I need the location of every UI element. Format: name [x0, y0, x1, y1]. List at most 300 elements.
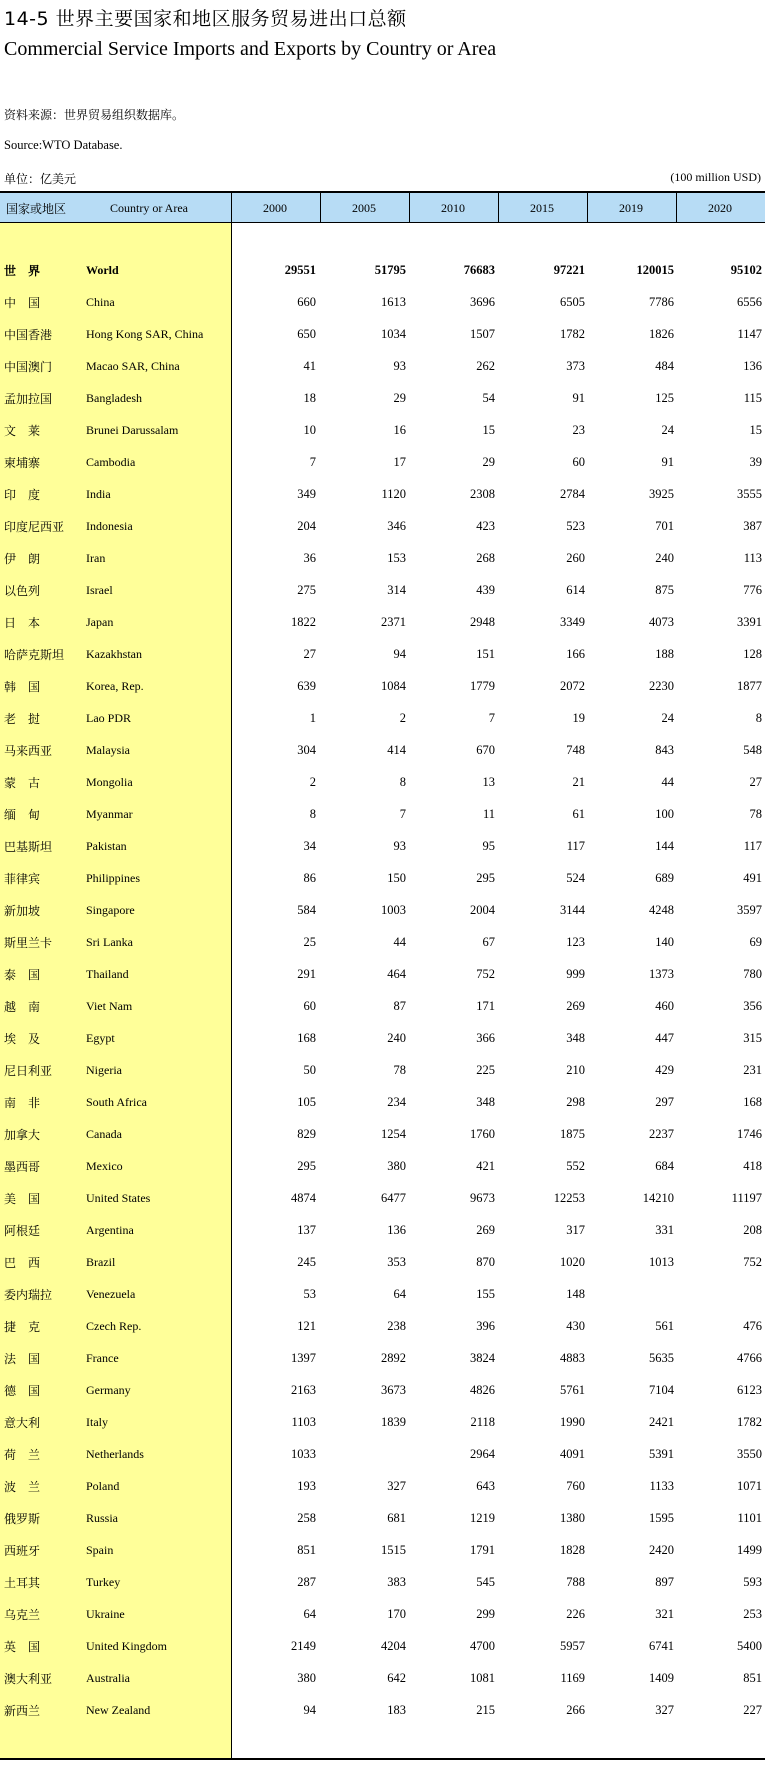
value-cell-2005: 383: [387, 1575, 406, 1589]
value-cell-2010: 15: [482, 423, 495, 437]
country-name-en: Czech Rep.: [86, 1319, 142, 1333]
country-name-cn: 孟加拉国: [4, 392, 53, 406]
value-cell-2005: 3673: [381, 1383, 406, 1397]
country-name-en: Cambodia: [86, 455, 136, 469]
country-name-cn: 印 度: [4, 488, 41, 502]
value-cell-2020: 3391: [737, 615, 762, 629]
country-name-cn: 老 挝: [4, 712, 41, 726]
country-name-en: Indonesia: [86, 519, 133, 533]
value-cell-2000: 639: [297, 679, 316, 693]
country-name-cn: 马来西亚: [4, 744, 53, 758]
value-cell-2020: 1101: [737, 1511, 762, 1525]
value-cell-2015: 999: [566, 967, 585, 981]
country-name-en: Japan: [86, 615, 114, 629]
country-name-en: Viet Nam: [86, 999, 133, 1013]
country-name-en: Argentina: [86, 1223, 134, 1237]
value-cell-2019: 689: [655, 871, 674, 885]
value-cell-2019: 321: [655, 1607, 674, 1621]
value-cell-2010: 1760: [470, 1127, 495, 1141]
value-cell-2015: 1990: [560, 1415, 585, 1429]
value-cell-2020: 491: [743, 871, 762, 885]
value-cell-2000: 2: [309, 775, 316, 789]
country-name-en: Australia: [86, 1671, 130, 1685]
value-cell-2000: 25: [303, 935, 316, 949]
value-cell-2015: 4883: [560, 1351, 585, 1365]
value-cell-2005: 170: [387, 1607, 406, 1621]
value-cell-2010: 545: [476, 1575, 495, 1589]
value-cell-2005: 183: [387, 1703, 406, 1717]
value-cell-2010: 95: [482, 839, 495, 853]
value-cell-2020: 418: [743, 1159, 762, 1173]
table-row: [0, 958, 765, 990]
table-row: [0, 574, 765, 606]
value-cell-2005: 2371: [381, 615, 406, 629]
country-name-en: Canada: [86, 1127, 122, 1141]
country-name-cn: 意大利: [4, 1416, 41, 1430]
value-cell-2010: 155: [476, 1287, 495, 1301]
value-cell-2020: 136: [743, 359, 762, 373]
value-cell-2020: 752: [743, 1255, 762, 1269]
value-cell-2015: 19: [572, 711, 585, 725]
value-cell-2015: 1169: [560, 1671, 585, 1685]
country-name-en: France: [86, 1351, 119, 1365]
value-cell-2019: 125: [655, 391, 674, 405]
country-name-en: Thailand: [86, 967, 129, 981]
country-name-cn: 韩 国: [4, 680, 41, 694]
value-cell-2000: 245: [297, 1255, 316, 1269]
value-cell-2000: 7: [309, 455, 316, 469]
country-name-cn: 文 莱: [4, 424, 41, 438]
country-name-en: Kazakhstan: [86, 647, 142, 661]
value-cell-2005: 327: [387, 1479, 406, 1493]
value-cell-2020: 1746: [737, 1127, 762, 1141]
country-name-cn: 印度尼西亚: [4, 520, 65, 534]
value-cell-2015: 1020: [560, 1255, 585, 1269]
country-name-en: Sri Lanka: [86, 935, 133, 949]
table-row: [0, 1374, 765, 1406]
value-cell-2020: 548: [743, 743, 762, 757]
value-cell-2010: 299: [476, 1607, 495, 1621]
value-cell-2019: 331: [655, 1223, 674, 1237]
value-cell-2019: 484: [655, 359, 674, 373]
table-row: [0, 382, 765, 414]
value-cell-2020: 39: [749, 455, 762, 469]
value-cell-2015: 21: [572, 775, 585, 789]
table-row: [0, 638, 765, 670]
value-cell-2000: 295: [297, 1159, 316, 1173]
value-cell-2000: 29551: [284, 263, 316, 277]
value-cell-2020: 6556: [737, 295, 762, 309]
country-name-cn: 捷 克: [4, 1320, 41, 1334]
value-cell-2010: 2004: [470, 903, 495, 917]
value-cell-2005: 78: [393, 1063, 406, 1077]
value-cell-2005: 681: [387, 1511, 406, 1525]
value-cell-2000: 27: [303, 647, 316, 661]
table-row: [0, 1246, 765, 1278]
value-cell-2000: 584: [297, 903, 316, 917]
value-cell-2019: 684: [655, 1159, 674, 1173]
table-row: [0, 702, 765, 734]
country-name-en: China: [86, 295, 115, 309]
value-cell-2015: 348: [566, 1031, 585, 1045]
value-cell-2000: 204: [297, 519, 316, 533]
table-row: [0, 1118, 765, 1150]
value-cell-2019: 843: [655, 743, 674, 757]
country-name-cn: 世 界: [4, 264, 41, 278]
value-cell-2019: 2420: [649, 1543, 674, 1557]
value-cell-2015: 6505: [560, 295, 585, 309]
value-cell-2005: 93: [393, 359, 406, 373]
table-row: [0, 926, 765, 958]
country-name-en: Nigeria: [86, 1063, 122, 1077]
value-cell-2000: 287: [297, 1575, 316, 1589]
country-name-cn: 新西兰: [4, 1704, 41, 1718]
value-cell-2005: 1120: [381, 487, 406, 501]
value-cell-2005: 87: [393, 999, 406, 1013]
country-name-en: Mongolia: [86, 775, 133, 789]
value-cell-2005: 51795: [374, 263, 406, 277]
country-name-en: United States: [86, 1191, 151, 1205]
country-name-en: Venezuela: [86, 1287, 136, 1301]
country-name-cn: 澳大利亚: [4, 1672, 53, 1686]
value-cell-2010: 215: [476, 1703, 495, 1717]
value-cell-2005: 1839: [381, 1415, 406, 1429]
value-cell-2019: 120015: [636, 263, 674, 277]
value-cell-2020: 4766: [737, 1351, 762, 1365]
value-cell-2010: 396: [476, 1319, 495, 1333]
country-name-cn: 尼日利亚: [4, 1064, 53, 1078]
value-cell-2015: 1782: [560, 327, 585, 341]
value-cell-2005: 1003: [381, 903, 406, 917]
value-cell-2019: 1409: [649, 1671, 674, 1685]
country-name-en: Philippines: [86, 871, 141, 885]
value-cell-2000: 275: [297, 583, 316, 597]
value-cell-2015: 123: [566, 935, 585, 949]
country-name-cn: 柬埔寨: [4, 456, 41, 470]
table-row: [0, 1566, 765, 1598]
value-cell-2019: 5391: [649, 1447, 674, 1461]
country-name-cn: 美 国: [4, 1192, 41, 1206]
table-row: [0, 1662, 765, 1694]
value-cell-2000: 1103: [291, 1415, 316, 1429]
country-name-cn: 加拿大: [4, 1128, 41, 1142]
value-cell-2019: 327: [655, 1703, 674, 1717]
table-row: [0, 350, 765, 382]
value-cell-2019: 297: [655, 1095, 674, 1109]
value-cell-2019: 24: [661, 711, 674, 725]
value-cell-2010: 4700: [470, 1639, 495, 1653]
table-row: [0, 478, 765, 510]
country-name-en: Myanmar: [86, 807, 133, 821]
value-cell-2019: 1595: [649, 1511, 674, 1525]
table-row: [0, 1406, 765, 1438]
value-cell-2015: 60: [572, 455, 585, 469]
country-name-cn: 缅 甸: [4, 808, 41, 822]
value-cell-2015: 552: [566, 1159, 585, 1173]
value-cell-2010: 151: [476, 647, 495, 661]
value-cell-2010: 2118: [470, 1415, 495, 1429]
value-cell-2000: 105: [297, 1095, 316, 1109]
value-cell-2010: 13: [482, 775, 495, 789]
country-name-cn: 英 国: [4, 1640, 41, 1654]
value-cell-2000: 1397: [291, 1351, 316, 1365]
value-cell-2020: 476: [743, 1319, 762, 1333]
header-divider: [231, 192, 232, 222]
value-cell-2000: 660: [297, 295, 316, 309]
value-cell-2020: 1071: [737, 1479, 762, 1493]
value-cell-2020: 3555: [737, 487, 762, 501]
value-cell-2005: 17: [393, 455, 406, 469]
value-cell-2019: 875: [655, 583, 674, 597]
country-name-en: Bangladesh: [86, 391, 142, 405]
value-cell-2020: 1499: [737, 1543, 762, 1557]
value-cell-2020: 113: [743, 551, 762, 565]
value-cell-2000: 36: [303, 551, 316, 565]
header-year-4: 2019: [619, 201, 643, 215]
country-name-cn: 法 国: [4, 1352, 41, 1366]
value-cell-2019: 2421: [649, 1415, 674, 1429]
value-cell-2000: 18: [303, 391, 316, 405]
country-name-en: Singapore: [86, 903, 135, 917]
table-row: [0, 414, 765, 446]
unit-label-en: (100 million USD): [670, 170, 761, 184]
value-cell-2010: 171: [476, 999, 495, 1013]
value-cell-2015: 5761: [560, 1383, 585, 1397]
value-cell-2000: 304: [297, 743, 316, 757]
value-cell-2000: 851: [297, 1543, 316, 1557]
table-row: [0, 798, 765, 830]
value-cell-2019: 2230: [649, 679, 674, 693]
value-cell-2010: 2948: [470, 615, 495, 629]
value-cell-2019: 5635: [649, 1351, 674, 1365]
value-cell-2015: 373: [566, 359, 585, 373]
table-row: [0, 1534, 765, 1566]
value-cell-2010: 1219: [470, 1511, 495, 1525]
table-row: [0, 1214, 765, 1246]
value-cell-2000: 193: [297, 1479, 316, 1493]
table-top-rule: [0, 191, 765, 193]
page-title-en: Commercial Service Imports and Exports by Country or Area: [4, 38, 497, 60]
value-cell-2005: 353: [387, 1255, 406, 1269]
value-cell-2005: 4204: [381, 1639, 406, 1653]
value-cell-2019: 100: [655, 807, 674, 821]
value-cell-2000: 829: [297, 1127, 316, 1141]
country-name-en: Malaysia: [86, 743, 130, 757]
value-cell-2005: 346: [387, 519, 406, 533]
country-name-cn: 中 国: [4, 296, 41, 310]
table-row: [0, 254, 765, 286]
value-cell-2005: 240: [387, 1031, 406, 1045]
source-note-cn: 资料来源：世界贸易组织数据库。: [4, 108, 185, 122]
value-cell-2000: 137: [297, 1223, 316, 1237]
country-name-cn: 德 国: [4, 1384, 41, 1398]
value-cell-2015: 614: [566, 583, 585, 597]
value-cell-2015: 12253: [553, 1191, 585, 1205]
value-cell-2019: 6741: [649, 1639, 674, 1653]
value-cell-2010: 7: [488, 711, 495, 725]
value-cell-2010: 11: [482, 807, 495, 821]
value-cell-2000: 8: [309, 807, 316, 821]
country-name-en: Brazil: [86, 1255, 116, 1269]
value-cell-2019: 1013: [649, 1255, 674, 1269]
value-cell-2010: 870: [476, 1255, 495, 1269]
value-cell-2015: 317: [566, 1223, 585, 1237]
value-cell-2005: 153: [387, 551, 406, 565]
value-cell-2020: 3597: [737, 903, 762, 917]
value-cell-2015: 1828: [560, 1543, 585, 1557]
country-name-cn: 哈萨克斯坦: [4, 648, 65, 662]
value-cell-2015: 430: [566, 1319, 585, 1333]
value-cell-2019: 140: [655, 935, 674, 949]
value-cell-2010: 366: [476, 1031, 495, 1045]
value-cell-2020: 776: [743, 583, 762, 597]
value-cell-2019: 429: [655, 1063, 674, 1077]
value-cell-2010: 2964: [470, 1447, 495, 1461]
value-cell-2010: 76683: [463, 263, 495, 277]
country-name-en: Iran: [86, 551, 106, 565]
value-cell-2019: 91: [661, 455, 674, 469]
value-cell-2005: 2892: [381, 1351, 406, 1365]
value-cell-2005: 642: [387, 1671, 406, 1685]
country-name-cn: 巴基斯坦: [4, 840, 53, 854]
country-name-cn: 泰 国: [4, 968, 41, 982]
country-name-cn: 土耳其: [4, 1576, 41, 1590]
value-cell-2019: 460: [655, 999, 674, 1013]
country-name-en: World: [86, 263, 119, 277]
value-cell-2019: 188: [655, 647, 674, 661]
header-year-5: 2020: [708, 201, 732, 215]
value-cell-2015: 226: [566, 1607, 585, 1621]
value-cell-2005: 6477: [381, 1191, 406, 1205]
value-cell-2015: 524: [566, 871, 585, 885]
unit-label-cn: 单位：亿美元: [4, 172, 77, 186]
table-row: [0, 670, 765, 702]
country-name-cn: 伊 朗: [4, 552, 41, 566]
value-cell-2020: 231: [743, 1063, 762, 1077]
header-divider: [409, 192, 410, 222]
value-cell-2019: 7786: [649, 295, 674, 309]
table-row: [0, 1086, 765, 1118]
country-name-en: Italy: [86, 1415, 108, 1429]
value-cell-2000: 53: [303, 1287, 316, 1301]
value-cell-2015: 148: [566, 1287, 585, 1301]
value-cell-2010: 1791: [470, 1543, 495, 1557]
country-name-cn: 俄罗斯: [4, 1512, 41, 1526]
table-row: [0, 510, 765, 542]
value-cell-2020: 851: [743, 1671, 762, 1685]
value-cell-2000: 258: [297, 1511, 316, 1525]
value-cell-2010: 295: [476, 871, 495, 885]
value-cell-2019: 7104: [649, 1383, 674, 1397]
country-name-cn: 以色列: [4, 584, 41, 598]
value-cell-2010: 348: [476, 1095, 495, 1109]
value-cell-2005: 44: [393, 935, 406, 949]
value-cell-2005: 414: [387, 743, 406, 757]
value-cell-2020: 315: [743, 1031, 762, 1045]
value-cell-2015: 5957: [560, 1639, 585, 1653]
value-cell-2010: 1779: [470, 679, 495, 693]
value-cell-2019: 4248: [649, 903, 674, 917]
value-cell-2000: 60: [303, 999, 316, 1013]
source-note-en: Source:WTO Database.: [4, 138, 123, 152]
value-cell-2019: 2237: [649, 1127, 674, 1141]
value-cell-2005: 234: [387, 1095, 406, 1109]
value-cell-2015: 3144: [560, 903, 585, 917]
country-name-en: Hong Kong SAR, China: [86, 327, 204, 341]
header-year-2: 2010: [441, 201, 465, 215]
table-row: [0, 1054, 765, 1086]
header-divider: [498, 192, 499, 222]
table-row: [0, 1278, 765, 1310]
value-cell-2010: 4826: [470, 1383, 495, 1397]
value-cell-2020: 8: [755, 711, 762, 725]
table-row: [0, 894, 765, 926]
value-cell-2020: 117: [743, 839, 762, 853]
country-name-cn: 南 非: [4, 1096, 41, 1110]
value-cell-2010: 643: [476, 1479, 495, 1493]
value-cell-2020: 253: [743, 1607, 762, 1621]
country-name-en: United Kingdom: [86, 1639, 167, 1653]
value-cell-2010: 421: [476, 1159, 495, 1173]
header-bottom-rule: [0, 222, 765, 223]
country-name-cn: 越 南: [4, 1000, 41, 1014]
value-cell-2019: 24: [661, 423, 674, 437]
value-cell-2005: 2: [399, 711, 406, 725]
value-cell-2020: 128: [743, 647, 762, 661]
value-cell-2019: 561: [655, 1319, 674, 1333]
value-cell-2000: 34: [303, 839, 316, 853]
value-cell-2020: 1782: [737, 1415, 762, 1429]
value-cell-2010: 2308: [470, 487, 495, 501]
value-cell-2020: 3550: [737, 1447, 762, 1461]
value-cell-2010: 439: [476, 583, 495, 597]
table-row: [0, 446, 765, 478]
value-cell-2015: 61: [572, 807, 585, 821]
country-name-en: New Zealand: [86, 1703, 151, 1717]
country-name-cn: 乌克兰: [4, 1608, 41, 1622]
value-cell-2015: 97221: [553, 263, 585, 277]
value-cell-2005: 1515: [381, 1543, 406, 1557]
value-cell-2000: 291: [297, 967, 316, 981]
value-cell-2019: 1373: [649, 967, 674, 981]
value-cell-2000: 349: [297, 487, 316, 501]
value-cell-2005: 380: [387, 1159, 406, 1173]
value-cell-2019: 240: [655, 551, 674, 565]
table-row: [0, 734, 765, 766]
header-country-en: Country or Area: [110, 201, 188, 215]
value-cell-2015: 260: [566, 551, 585, 565]
table-row: [0, 1694, 765, 1726]
table-row: [0, 1502, 765, 1534]
value-cell-2000: 2163: [291, 1383, 316, 1397]
value-cell-2010: 752: [476, 967, 495, 981]
value-cell-2005: 8: [399, 775, 406, 789]
value-cell-2020: 27: [749, 775, 762, 789]
value-cell-2005: 7: [399, 807, 406, 821]
value-cell-2015: 523: [566, 519, 585, 533]
value-cell-2015: 210: [566, 1063, 585, 1077]
country-name-cn: 蒙 古: [4, 776, 41, 790]
value-cell-2000: 1822: [291, 615, 316, 629]
header-divider: [676, 192, 677, 222]
value-cell-2005: 136: [387, 1223, 406, 1237]
value-cell-2020: 69: [749, 935, 762, 949]
value-cell-2020: 780: [743, 967, 762, 981]
value-cell-2005: 464: [387, 967, 406, 981]
country-name-cn: 波 兰: [4, 1480, 41, 1494]
value-cell-2020: 11197: [731, 1191, 762, 1205]
table-row: [0, 990, 765, 1022]
